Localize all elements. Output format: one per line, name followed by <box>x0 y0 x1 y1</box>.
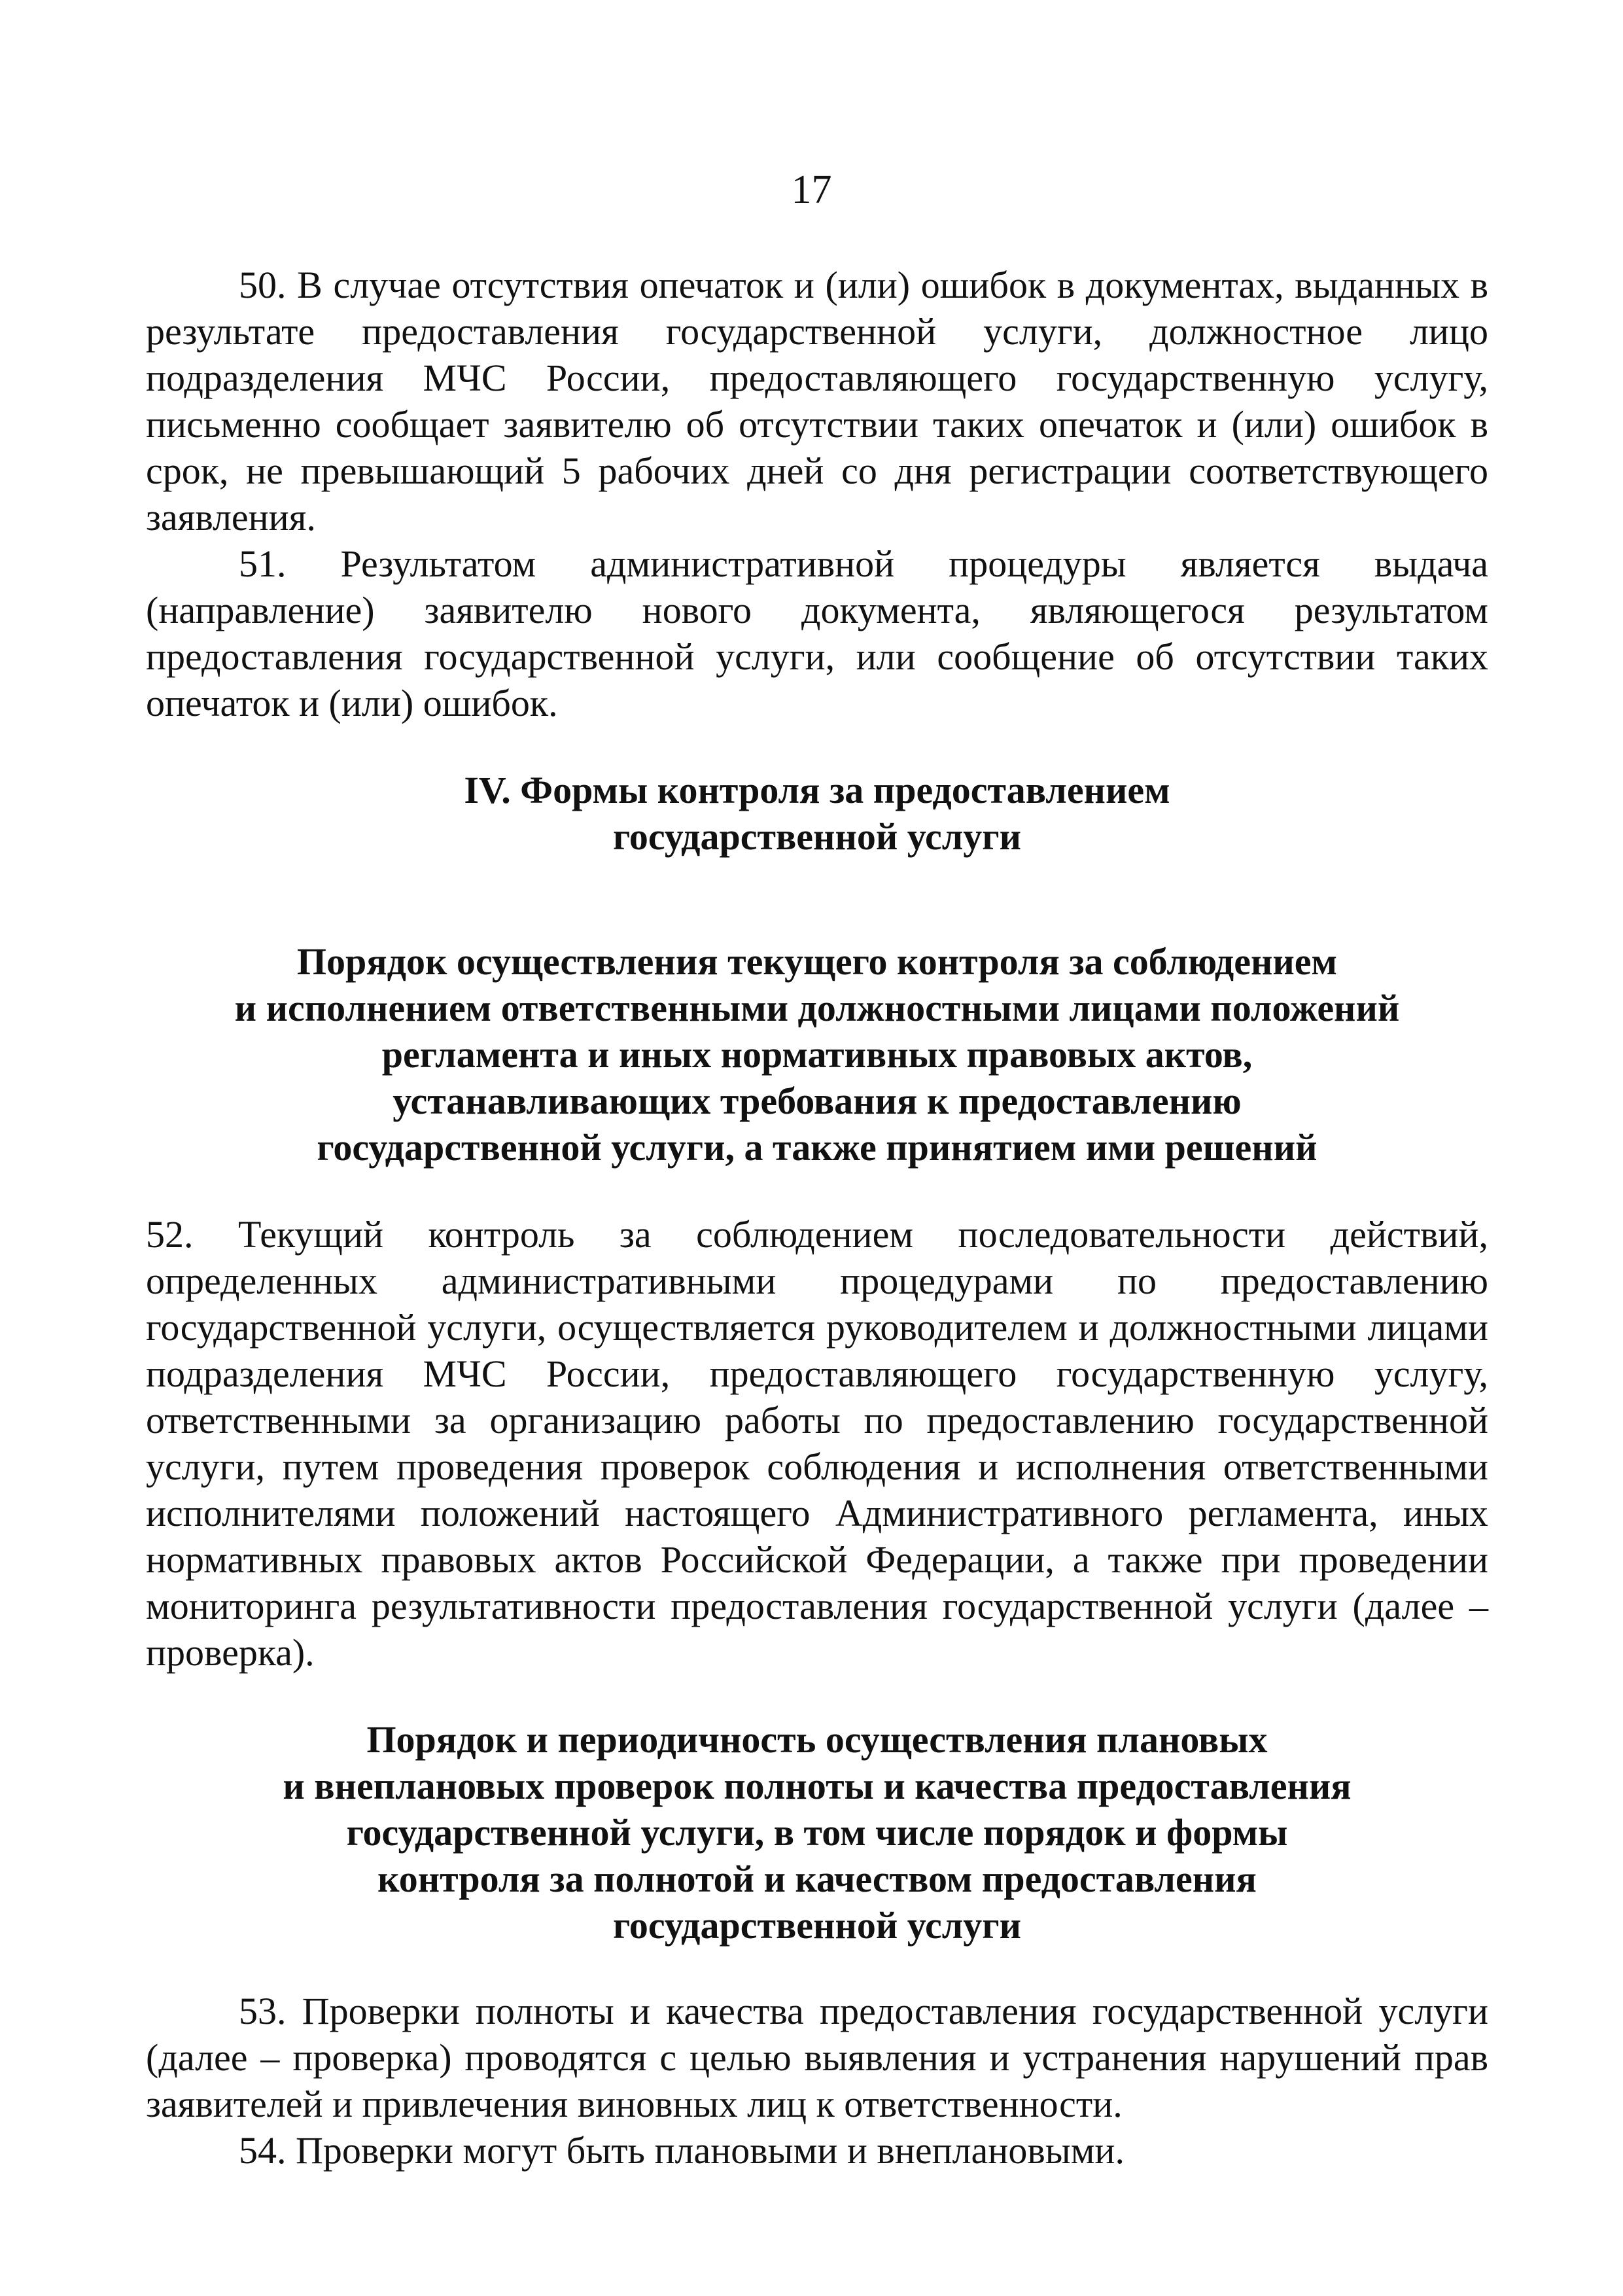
section-iv-heading-line: государственной услуги <box>612 815 1022 858</box>
paragraph-51: 51. Результатом административной процедуры является выдача (направление) заявителю нового документа, являющегося результатом предоставления государственной услуги, или сообщение об отсутствии таких опечаток и (или) ошибок. <box>146 542 1488 724</box>
inspections-subheading-line: контроля за полнотой и качеством предоставления <box>377 1858 1257 1900</box>
current-control-subheading-line: и исполнением ответственными должностными лицами положений <box>234 987 1400 1029</box>
current-control-subheading-line: устанавливающих требования к предоставлению <box>393 1080 1242 1122</box>
section-iv-heading <box>146 767 1488 860</box>
section-iv-heading-line: IV. Формы контроля за предоставлением <box>464 769 1170 811</box>
inspections-subheading-line: государственной услуги <box>612 1904 1022 1947</box>
paragraph-53: 53. Проверки полноты и качества предоставления государственной услуги (далее – проверка) проводятся с целью выявления и устранения нарушений прав заявителей и привлечения виновных лиц к ответственности. <box>146 1990 1488 2125</box>
current-control-subheading-line: Порядок осуществления текущего контроля за соблюдением <box>296 940 1338 983</box>
current-control-subheading-line: регламента и иных нормативных правовых актов, <box>381 1033 1253 1076</box>
document-body <box>146 262 1488 2174</box>
current-control-subheading <box>146 938 1488 1171</box>
paragraph-54: 54. Проверки могут быть плановыми и внеплановыми. <box>239 2129 1125 2172</box>
paragraph-52: 52. Текущий контроль за соблюдением последовательности действий, определенных административными процедурами по предоставлению государственной услуги, осуществляется руководителем и должностными лицами подразделения МЧС России, предоставляющего государственную услугу, ответственными за организацию работы по предоставлению государственной услуги, путем проведения проверок соблюдения и исполнения ответственными исполнителями положений настоящего Административного регламента, иных нормативных правовых актов Российской Федерации, а также при проведении мониторинга результативности предоставления государственной услуги (далее – проверка). <box>146 1213 1488 1674</box>
page-number: 17 <box>791 168 832 212</box>
paragraph-50: 50. В случае отсутствия опечаток и (или) ошибок в документах, выданных в результате предоставления государственной услуги, должностное лицо подразделения МЧС России, предоставляющего государственную услугу, письменно сообщает заявителю об отсутствии таких опечаток и (или) ошибок в срок, не превышающий 5 рабочих дней со дня регистрации соответствующего заявления. <box>146 264 1488 539</box>
inspections-subheading-line: Порядок и периодичность осуществления плановых <box>366 1718 1268 1761</box>
current-control-subheading-line: государственной услуги, а также принятием ими решений <box>317 1126 1318 1169</box>
inspections-subheading-line: и внеплановых проверок полноты и качества предоставления <box>283 1765 1352 1807</box>
inspections-subheading-line: государственной услуги, в том числе порядок и формы <box>346 1811 1288 1854</box>
inspections-subheading <box>146 1716 1488 1949</box>
